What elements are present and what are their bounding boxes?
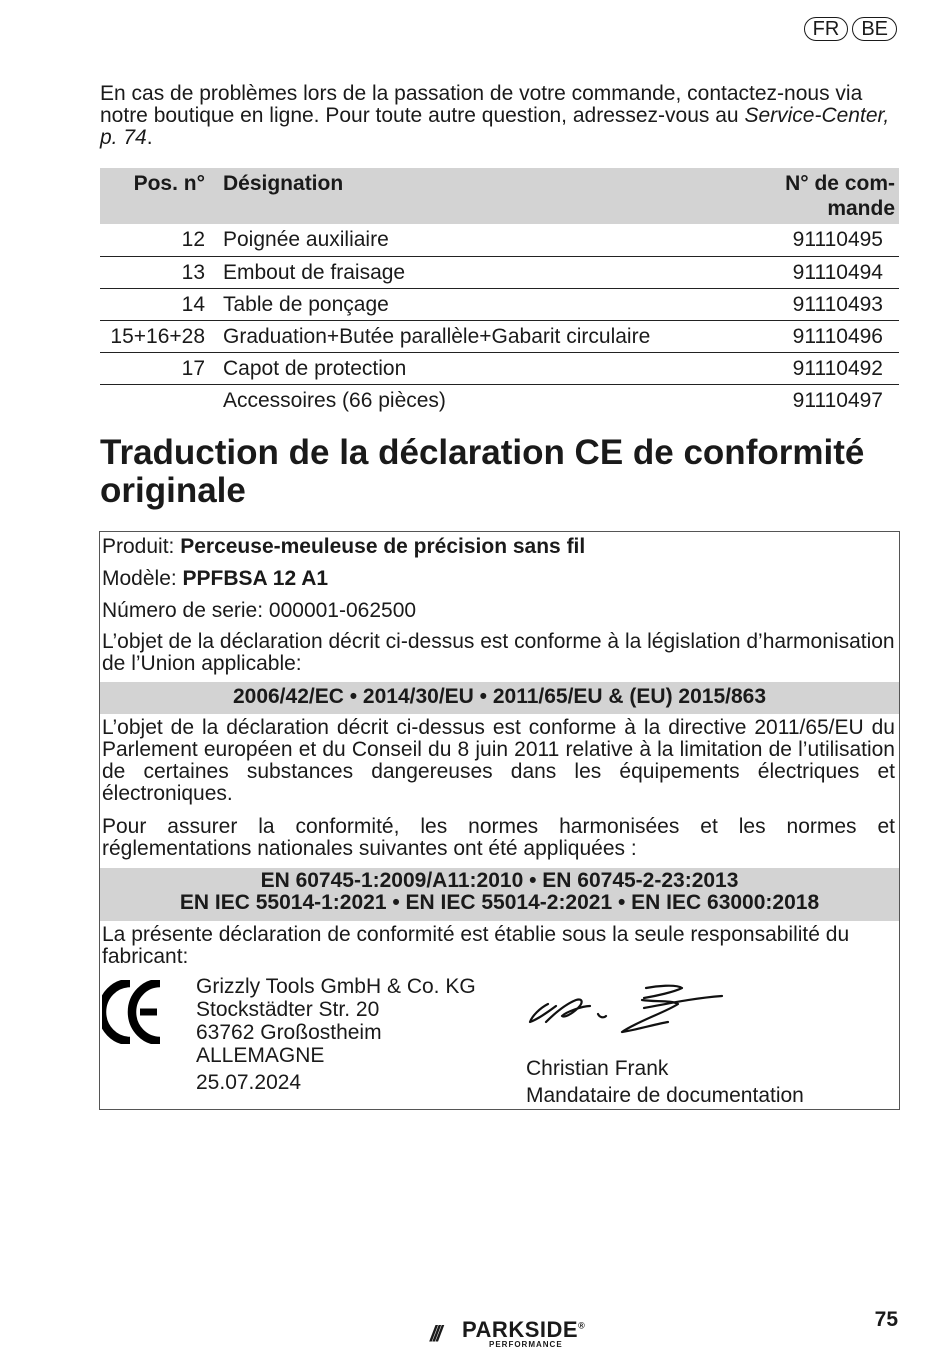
section-title: Traduction de la déclaration CE de conformité originale <box>100 433 865 510</box>
header-order-number <box>739 168 899 224</box>
cell-designation: Poignée auxiliaire <box>217 224 739 256</box>
cell-pos: 12 <box>100 224 217 256</box>
table-row <box>100 352 899 384</box>
intro-end: . <box>146 126 153 149</box>
header-designation: Désignation <box>217 168 739 224</box>
cell-designation: Capot de protection <box>217 352 739 384</box>
header-pos: Pos. n° <box>100 168 217 224</box>
cell-order-number: 91110497 <box>792 388 883 412</box>
standards-bar <box>100 868 899 921</box>
header-order-line1: N° de com- <box>785 172 895 195</box>
responsibility-statement: La présente déclaration de conformité est établie sous la seule responsabilité du fabricant: <box>102 923 850 968</box>
parkside-logo <box>430 1317 585 1351</box>
brand-name-text: PARKSIDE <box>462 1317 579 1342</box>
page-number: 75 <box>874 1308 898 1331</box>
cell-pos: 13 <box>100 256 217 288</box>
rohs-statement: L’objet de la déclaration décrit ci-dessus est conforme à la directive 2011/65/EU du Parlement européen et du Conseil du 8 juin 2011 relative à la limitation de l’utilisation de certaines substances dangereuses dans les équipements électriques et électroniques. <box>102 716 895 805</box>
cell-order-number: 91110496 <box>739 320 899 352</box>
language-badge-be: BE <box>852 17 897 41</box>
ce-mark-icon <box>102 980 164 1044</box>
table-row <box>100 320 899 352</box>
standards-intro: Pour assurer la conformité, les normes harmonisées et les normes et réglementations nationales suivantes ont été appliquées : <box>102 815 895 860</box>
service-center-reference: Service-Center, p. 74 <box>100 104 890 149</box>
manufacturer-address <box>196 975 476 1067</box>
signatory-name: Christian Frank <box>526 1057 669 1080</box>
product-line <box>102 536 895 558</box>
product-value: Perceuse-meuleuse de précision sans fil <box>180 535 586 558</box>
cell-order-number: 91110493 <box>739 288 899 320</box>
cell-pos: 15+16+28 <box>100 320 217 352</box>
directives-bar: 2006/42/EC • 2014/30/EU • 2011/65/EU & (EU) 2015/863 <box>100 682 899 714</box>
brand-slashes: /// <box>430 1321 440 1346</box>
language-badge-fr: FR <box>804 17 849 41</box>
registered-mark: ® <box>578 1320 586 1331</box>
table-row <box>100 384 899 416</box>
intro-text: En cas de problèmes lors de la passation de votre commande, contactez-nous via notre boutique en ligne. Pour toute autre question, adressez-vous au <box>100 82 863 127</box>
product-label: Produit: <box>102 535 181 558</box>
table-row <box>100 224 899 256</box>
cell-order-number: 91110495 <box>739 224 899 256</box>
cell-designation: Table de ponçage <box>217 288 739 320</box>
cell-pos <box>100 384 217 416</box>
serial-number: Número de serie: 000001-062500 <box>102 599 417 622</box>
manufacturer-name: Grizzly Tools GmbH & Co. KG <box>196 975 476 998</box>
signatory-role: Mandataire de documentation <box>526 1084 804 1107</box>
table-row <box>100 256 899 288</box>
cell-pos: 14 <box>100 288 217 320</box>
cell-order-number: 91110492 <box>739 352 899 384</box>
intro-paragraph <box>100 83 890 149</box>
table-row <box>100 288 899 320</box>
spare-parts-table <box>100 168 899 416</box>
cell-designation: Embout de fraisage <box>217 256 739 288</box>
signatory <box>526 1055 804 1109</box>
declaration-date: 25.07.2024 <box>196 1071 302 1094</box>
legislation-statement: L’objet de la déclaration décrit ci-dessus est conforme à la législation d’harmonisation de l’Union applicable: <box>102 630 895 675</box>
language-badges <box>804 17 897 41</box>
manufacturer-street: Stockstädter Str. 20 <box>196 998 380 1021</box>
cell-pos: 17 <box>100 352 217 384</box>
cell-designation: Graduation+Butée parallèle+Gabarit circulaire <box>217 320 739 352</box>
handwritten-signature <box>526 982 726 1054</box>
standards-line-1: EN 60745-1:2009/A11:2010 • EN 60745-2-23:2013 <box>260 869 739 892</box>
brand-subtitle: PERFORMANCE <box>489 1340 563 1349</box>
model-label: Modèle: <box>102 567 183 590</box>
cell-order-number: 91110494 <box>739 256 899 288</box>
manufacturer-city: 63762 Großostheim <box>196 1021 382 1044</box>
header-order-line2: mande <box>827 197 895 220</box>
cell-designation: Accessoires (66 pièces) <box>223 388 446 412</box>
standards-line-2: EN IEC 55014-1:2021 • EN IEC 55014-2:2021 • EN IEC 63000:2018 <box>179 891 820 914</box>
table-header-row <box>100 168 899 224</box>
model-line <box>102 568 895 590</box>
model-value: PPFBSA 12 A1 <box>182 567 329 590</box>
declaration-box <box>99 531 900 1110</box>
manufacturer-country: ALLEMAGNE <box>196 1044 325 1067</box>
